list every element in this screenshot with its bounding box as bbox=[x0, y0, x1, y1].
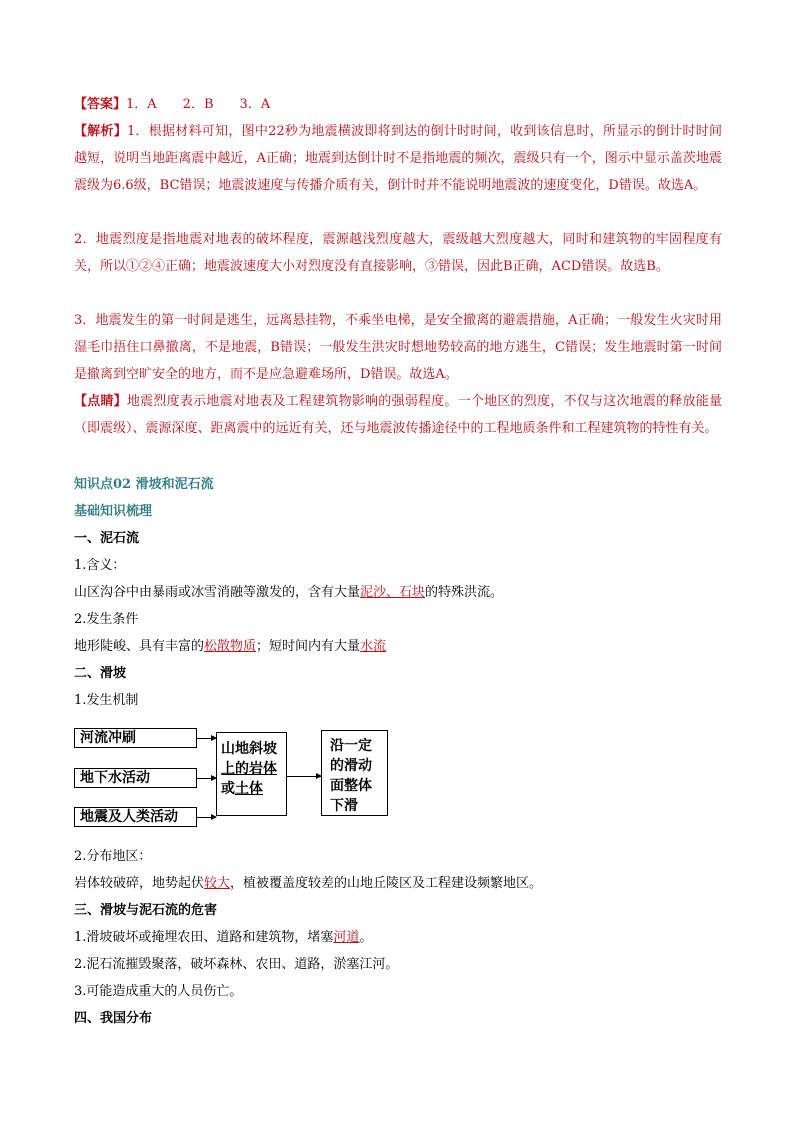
result-line-2: 的滑动 bbox=[330, 758, 372, 774]
arrow-cause-2 bbox=[197, 778, 216, 779]
section-2-sub-1: 1.发生机制 bbox=[74, 693, 139, 708]
comment-text: 地震烈度表示地震对地表及工程建筑物影响的强弱程度。一个地区的烈度，不仅与这次地震的释放能量（即震级）、震源深度、距离震中的远近有关，还与地震波传播途径中的工程地质条件和工程建筑物的特性有关。 bbox=[74, 394, 722, 436]
result-line-1: 沿一定 bbox=[330, 738, 372, 754]
conditions-keyword-2: 水流 bbox=[360, 639, 387, 654]
mid-line-2: 上的岩体 bbox=[221, 761, 277, 777]
definition-pre: 山区沟谷中由暴雨或冰雪消融等激发的，含有大量 bbox=[74, 585, 361, 600]
mid-line-3a: 或 bbox=[221, 781, 235, 797]
landslide-mechanism-diagram bbox=[74, 726, 404, 828]
conditions-mid: ；短时间内有大量 bbox=[256, 639, 361, 654]
section-2-title: 二、滑坡 bbox=[74, 666, 127, 681]
hazard-item-3: 3.可能造成重大的人员伤亡。 bbox=[74, 984, 243, 999]
comment-tag: 【点睛】 bbox=[74, 394, 127, 409]
answer-line bbox=[74, 91, 722, 118]
conditions-pre: 地形陡峻、具有丰富的 bbox=[74, 639, 205, 654]
cause-box-earthquake-human: 地震及人类活动 bbox=[74, 807, 197, 827]
mid-box-slope-rock bbox=[216, 732, 287, 816]
mid-line-1: 山地斜坡 bbox=[221, 741, 277, 757]
hazard-1-post: 。 bbox=[359, 930, 373, 945]
arrow-to-result bbox=[287, 776, 321, 777]
definition-post: 的特殊洪流。 bbox=[425, 585, 504, 600]
hazard-1-keyword: 河道 bbox=[333, 930, 360, 945]
distribution-post: ，植被覆盖度较差的山地丘陵区及工程建设频繁地区。 bbox=[230, 876, 543, 891]
result-box-slide bbox=[321, 730, 388, 816]
knowledge-title: 知识点02 滑坡和泥石流 bbox=[74, 477, 214, 492]
section-1-sub-1: 1.含义： bbox=[74, 558, 126, 573]
analysis-paragraph-1 bbox=[74, 118, 722, 199]
result-line-4: 下滑 bbox=[330, 798, 358, 814]
landslide-distribution bbox=[74, 870, 722, 897]
section-4-title: 四、我国分布 bbox=[74, 1011, 153, 1026]
cause-box-groundwater: 地下水活动 bbox=[74, 768, 197, 788]
mid-line-3 bbox=[221, 779, 282, 799]
mid-line-3b: 土体 bbox=[235, 781, 263, 797]
definition-keyword: 泥沙、石块 bbox=[360, 585, 426, 600]
debris-flow-definition bbox=[74, 579, 722, 606]
debris-flow-conditions bbox=[74, 633, 722, 660]
analysis-tag: 【解析】 bbox=[74, 124, 128, 139]
comment-paragraph bbox=[74, 388, 722, 442]
analysis-paragraph-3: 3．地震发生的第一时间是逃生，远离悬挂物，不乘坐电梯，是安全撤离的避震措施，A正确；一般发生火灾时用湿毛巾捂住口鼻撤离，不是地震，B错误；一般发生洪灾时想地势较高的地方逃生，C错误；发生地震时第一时间是撤离到空旷安全的地方，而不是应急避难场所，D错误。故选A。 bbox=[74, 313, 722, 382]
arrow-cause-3 bbox=[197, 817, 216, 818]
section-3-title: 三、滑坡与泥石流的危害 bbox=[74, 903, 218, 918]
distribution-pre: 岩体较破碎，地势起伏 bbox=[74, 876, 205, 891]
section-1-sub-2: 2.发生条件 bbox=[74, 612, 139, 627]
hazard-item-1 bbox=[74, 924, 722, 951]
analysis-paragraph-2: 2．地震烈度是指地震对地表的破坏程度，震源越浅烈度越大，震级越大烈度越大，同时和建筑物的牢固程度有关，所以①②④正确；地震波速度大小对烈度没有直接影响，③错误，因此B正确，ACD错误。故选B。 bbox=[74, 232, 722, 274]
distribution-keyword: 较大 bbox=[204, 876, 231, 891]
hazard-item-2: 2.泥石流摧毁聚落，破坏森林、农田、道路，淤塞江河。 bbox=[74, 957, 399, 972]
answer-text: 1．A 2．B 3．A bbox=[126, 97, 271, 112]
basic-title: 基础知识梳理 bbox=[74, 504, 153, 519]
section-1-title: 一、泥石流 bbox=[74, 531, 140, 546]
analysis-text-1: 1．根据材料可知，图中22秒为地震横波即将到达的倒计时时间，收到该信息时，所显示的倒计时时间越短，说明当地距离震中越近，A正确；地震到达倒计时不是指地震的频次，震级只有一个，图示中显示盖茨地震震级为6.6级，BC错误；地震波速度与传播介质有关，倒计时并不能说明地震波的速度变化，D错误。故选A。 bbox=[74, 124, 722, 193]
arrow-cause-1 bbox=[197, 738, 216, 739]
cause-box-river-erosion: 河流冲刷 bbox=[74, 728, 197, 748]
answer-tag: 【答案】 bbox=[74, 97, 127, 112]
result-line-3: 面整体 bbox=[330, 778, 372, 794]
hazard-1-pre: 1.滑坡破坏或掩埋农田、道路和建筑物，堵塞 bbox=[74, 930, 334, 945]
conditions-keyword-1: 松散物质 bbox=[204, 639, 257, 654]
section-2-sub-2: 2.分布地区： bbox=[74, 849, 152, 864]
